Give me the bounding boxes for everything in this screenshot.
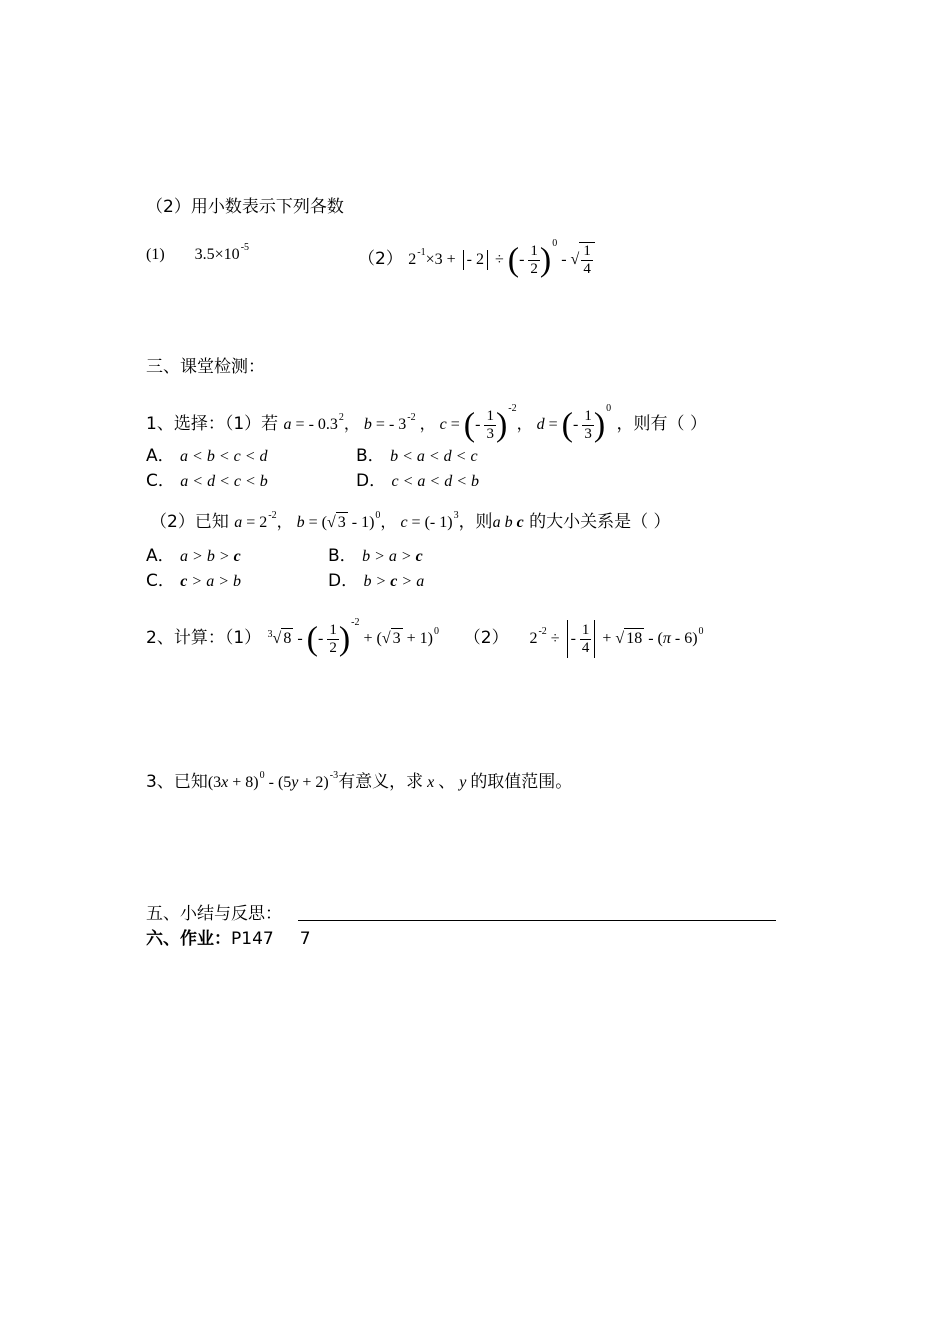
- question-1-label: (1): [146, 246, 165, 263]
- choice-1-option-d: D． c < a < d < b: [356, 471, 479, 491]
- calc-expression-2: $2^{-2}$ ÷ - $\frac{1}{4}$ + √ 18 - (π - 6)$^0$: [529, 630, 703, 647]
- choice-2-vars: a b c: [492, 514, 524, 531]
- choice-1-condition: a = - $0.3^2$， b = - $3^{-2}$ ， c = (- $\frac{1}{3}$ )$^{-2}$， d = (- $\frac{1}{3}$ )$^0$: [283, 403, 612, 444]
- question-2: [358, 234, 595, 278]
- choice-1-option-b: B． b < a < d < c: [356, 446, 478, 466]
- summary-answer-line[interactable]: [298, 920, 776, 921]
- question-3-intro: 3、已知: [146, 772, 208, 792]
- question-3-mid: 有意义，求: [338, 772, 424, 792]
- choice-2-condition: $a = 2^{-2}$， b = (√ 3 - 1)$^0$， c = (- 1)$^3$: [234, 510, 459, 531]
- section-title-check: 三、课堂检测：: [146, 357, 265, 377]
- homework-page: P147: [231, 929, 274, 949]
- choice-2-option-d: D． b > c > a: [328, 571, 425, 591]
- choice-2-option-b: B． b > a > c: [328, 546, 423, 566]
- choice-2-option-a: A． a > b > c: [146, 546, 241, 566]
- question-3-x: x: [423, 774, 439, 791]
- choice-2-question: [150, 506, 670, 533]
- question-1: [146, 238, 249, 265]
- question-3-sep: 、: [438, 772, 456, 792]
- question-2-label: （2）: [358, 249, 403, 269]
- choice-1-intro: 1、选择：（1）若: [146, 414, 279, 434]
- choice-1-option-c: C． a < d < c < b: [146, 471, 268, 491]
- calc-intro: 2、计算：（1）: [146, 628, 262, 648]
- question-3: [146, 766, 572, 793]
- choice-2-option-c: C． c > a > b: [146, 571, 241, 591]
- question-1-expression: $3.5\times 10^{-5}$: [194, 242, 250, 263]
- choice-2-tail: 的大小关系是（ ）: [529, 512, 671, 532]
- choice-1-option-a: A． a < b < c < d: [146, 446, 268, 466]
- calc-expression-1: $^3$√ 8 - (- $\frac{1}{2}$ )$^{-2}$ + (√ 3 + 1)$^0$: [267, 617, 439, 658]
- homework-number: 7: [299, 929, 311, 949]
- question-2-expression: $2^{-1}\times 3$ + - 2 ÷ (- $\frac{1}{2}$ )$^0$ - √ $\frac{1}{4}$: [408, 251, 595, 268]
- choice-2-intro: （2）已知: [150, 512, 229, 532]
- choice-2-then: ，则: [458, 512, 493, 532]
- homework: [146, 929, 311, 949]
- section-title-decimal: （2）用小数表示下列各数: [146, 197, 344, 217]
- question-3-y: y: [455, 774, 471, 791]
- homework-label: 六、作业：: [146, 929, 231, 949]
- choice-1-question: [146, 399, 707, 443]
- question-3-tail: 的取值范围。: [470, 772, 573, 792]
- choice-1-tail: ，则有（ ）: [616, 414, 707, 434]
- summary-label: 五、小结与反思：: [146, 904, 282, 924]
- question-3-expression: $(3x + 8)^0 - (5y + 2)^{-3}$: [207, 770, 339, 791]
- calc-label-2: （2）: [463, 628, 509, 648]
- calc-question: [146, 613, 704, 658]
